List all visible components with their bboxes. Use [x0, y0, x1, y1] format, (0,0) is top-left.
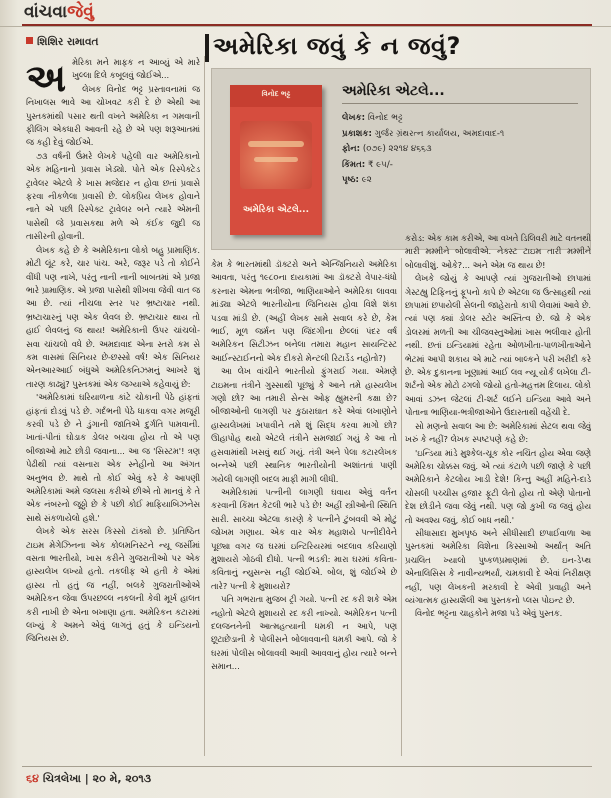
paragraph: 'ઇન્ડિયા માંડે મુશ્કેલ-ચૂક કોર નચિંત હોય એવા જણે અમેરિકા ચોક્કસ જવું. એ ત્યાં કંટાળે પછી જાણે કે પછી અમેરિકાને કેટલોય ખાડી દેશે! કિન્તુ અહીં મહિને-દાડે ચોસલી પચ્ચીસ હજાર ફૂટી લેતો હોય તો એણે પોતાનો દેશ છોડીને જવા જેવું નથી. પણ જો કુખી જ જવું હોય તો અવશ્ય જવું, કોઈ બાધ નથી.' — [405, 447, 591, 525]
info-key: પ્રકાશક: — [342, 128, 372, 139]
info-rows — [342, 111, 586, 189]
info-row-publisher — [342, 127, 586, 143]
info-row-price — [342, 158, 586, 174]
info-key: લેખક: — [342, 113, 366, 123]
paragraph: આ લેખ વાંચીને ભારતીયો ફુંગરાઈ ગયા. એમણે ટાઇમના તંત્રીને ગુસ્સાથી પૂછ્યું કે આને તમે હાસ્યલેખ ગણો છો? આ તમારી સેન્સ ઓફ હ્યુમરની કક્ષા છે? બીજાઓની લાગણી પર કુઠારાઘાત કરે એવાં લખાણોને હાસ્યલેખમાં ખપાવીને તમે શું સિદ્ધ કરવા માગો છો? ઊહાપોહ થયો એટલે તંત્રીને સમજાઈ ગયું કે આ તો હસવામાંથી ખસવું થઈ ગયું. તંત્રી અને પેલા કટારલેખક બન્નેએ પછી સ્થાનિક ભારતીયોની અશાંતતાં પાણી ગયેલી લાગણી બદલ માફી માગી લીધી. — [211, 366, 397, 484]
left-column — [26, 56, 200, 752]
byline-author: શિશિર રામાવત — [37, 36, 99, 48]
section-label-accent: જેવું — [67, 2, 94, 22]
book-cover-author: વિનોદ ભટ્ટ — [261, 90, 291, 98]
paragraph: અમેરિકામાં પત્નીની લાગણી ઘવાય એવું વર્તન કરવાની કિંમત કેટલી ભારે પડે છે! અહીં સ્ત્રીઓની સ્થિતિ સારી. સાચ્ચા એટલા કારણે કે પત્નીને ટુંબવવી એ મોટું જોખમ ગણાય. એક વાર એક મહાશયે પત્નીદીવેને પૂછ્યા વગર જ ઘરમાં ઇન્ટિરિયરમાં બદલાવ કરિયાણો મુશાયરો ગોઠવી દીધો. પત્ની ભડકી: મારા ઘરમાં કવિતા-કવિતાનું ન્યુસન્સ નહીં જોઈએ. બોલ, શું જોઈએ છે તારે? પત્ની કે મુશાયરો? — [211, 486, 397, 591]
dropcap: અ — [26, 56, 67, 100]
page-number: ૬૪ — [26, 772, 39, 785]
column-divider — [401, 258, 402, 756]
info-key: પૃષ્ઠ: — [342, 175, 359, 186]
paragraph: કરોડ: એક કામ કરીએ, આ વખતે ડિલિવરી માટે વતનથી મારી મમ્મીને બોલાવીએ. નેક્સ્ટ ટાઇમ તારી મમ્મીને બોલાવીશું. ઓકે?... અને એમ જ થાય છે! — [405, 233, 591, 270]
footer — [26, 772, 151, 786]
headline: અમેરિકા જવું કે ન જવું? — [213, 32, 461, 60]
column-divider — [204, 56, 205, 756]
info-value: વિનોદ ભટ્ટ — [367, 113, 403, 123]
info-value: ૯૨ — [361, 175, 372, 186]
paragraph: પતિ ગભરાતા મુજબ ટ્રી ગયો. પત્ની રદ કરી શકે એમ નહોતો એટલે મુશાયરો રદ કરી નાખ્યો. અમેરિકન પત્ની દલજનનેની આત્મહત્યાની ધમકી ન આપે, પણ છૂટાછેડાની કે પોલીસને બોલાવવાની ધમકી આપે. જો કે ઘરમાં પોલીસ બોલાવવી આવી આવવાનું હોય ત્યારે બન્ને સમાન... — [211, 594, 397, 672]
section-header — [0, 0, 611, 27]
byline-square-icon — [26, 37, 33, 44]
paragraph: લેખકે જોયું કે આપણે ત્યાં ગુજરાતીઓ છાપામાં ગેસ્ટહ્યુ ટિફિનનું ફૂપનો કાપે છે એટલા જ ઉત્સાહથી ત્યાં છાપામાં છપાયેલી સેલની જાહેરાતો કાપી લેવામાં આવે છે. ત્યાં પણ ક્યાં ડોલર સ્ટોર અસ્તિત્વ છે. જો કે એક ડોલરમાં મળતી આ ચીજવસ્તુઓમાં ખાસ ભલીવાર હોતી નથી. છતાં ઇન્ડિયામાં રહેતા ઓળખીતા-પાળખીતાઓને ભેટમાં આપી શકાય એ માટે ત્યાં બાલ્કને પરી ખરીદી કરે છે. એક દુકાનના ખૂણામાં આઈ લવ ન્યૂ યોર્ક લખેલા ટી-શર્ટનો એક મોટો ઢગલો જોયો હતો-મહત્તમ દિલાય. લોકો આવાં ડઝન જેટલાં ટી-શર્ટ લઈને ઇન્ડિયા આવે અને પોતાના ભાણિયા-ભત્રીજાઓને ઉદારતાથી વહેંચી દે. — [405, 273, 591, 418]
info-row-pages — [342, 173, 586, 189]
paragraph: 'અમેરિકામાં ઘરિયાળના કાંટે ચોકાની પેઠે હાંફતાં હાંફતાં દોડવું પડે છે. ગર્દભની પેઠે ધાકવા વગર મજૂરી કરવી પડે છે ને ડુંગાની જાતિએ દુર્ગતિ પામવાની. ખાતાં-પીતાં ઘોડાક ડોલર બચવા હોય તો એ પણ બીજાઓ માટે છોડી જવાના... આ જ 'સિસ્ટમ'! ત્રણ પેઢીથી ત્યાં વસનારા એક સ્નેહીનો આ અંગત અનુભવ છે. માથે તો કોઈ એવું કરે કે આપણી અમેરિકામાં અમે જલસા કરીએ છીએ તો માનવું કે તે એક નંબરનો જૂઠ્ઠો છે કે પછી કોઈ માફિયાબિઝનેસ સાથે સંકળાયેલો હશે.' — [26, 392, 200, 523]
info-row-author — [342, 111, 586, 127]
paragraph: ૭૩ વર્ષની ઉંમરે લેખકે પહેલી વાર અમેરિકાનો એક મહિનાનો પ્રવાસ ખેડ્યો. પોતે એક રિસ્પેક્ટેડ ટ્રાવેલર એટલે કે ખાસ મજેદાર ન હોવા છતાં પ્રવાસે ફરવા નીકળેલા પ્રવાસી છે. લોકપ્રિય લેખક હોવાને નાતે એ પછી રિસ્પેક્ટ ટ્રાવેલર બને ત્યારે એમની પાસેથી જે પ્રવાસકથા મળે એ કંઈક જુદી જ તાસીરની હોવાની. — [26, 150, 200, 242]
info-value: ગુર્જર ગ્રંથરત્ન કાર્યાલય, અમદાવાદ-૧ — [374, 128, 505, 139]
paragraph: મેરિકા મને માફક ન આવ્યું એ મારે ખુલ્લા દિલે કબૂલવું જોઈએ... — [72, 57, 200, 81]
info-row-phone — [342, 142, 586, 158]
book-cover-title: અમેરિકા એટલે... — [242, 205, 310, 215]
paragraph: લેખક કહે છે કે અમેરિકાના લોકો બહુ પ્રામાણિક. મોટી લૂંટ કરે, ચાર પાંચ. અરે, જરૂર પડે તો કોઈને વીંધી પણ નાખે, પરંતુ નાની નાની બાબતમાં એ પ્રજા ભારે પ્રામાણિક. એ પ્રજા પાસેથી શીખવા જેવી વાત જ આ છે. ત્યાં નીચલા સ્તર પર ભ્રષ્ટાચાર નથી. ભ્રષ્ટાચારનું પણ એક લેવલ છે. ભ્રષ્ટાચાર થાય તો હાઈ લેવલનું જ થાય! અમેરિકાની ઉપર ચાંચલો-સવા ચાંચલો વધે છે. અમદાવાદ એના સ્તરો કમ સે કમ વાસમાં સિનિયર છે-છસ્સો વર્ષ! એક સિનિયર એનઆરઆઈ બંધુએ અમેરિકનિઝમનું આખરે શું તારણ કાઢ્યું? પુસ્તકમાં એક જગ્યાએ કહેવાયું છે: — [26, 244, 200, 389]
paragraph: સીધાસાદા મુખપૃષ્ઠ અને સીધીસાદી છપાઈવાળા આ પુસ્તકમાં અમેરિકા વિશેના કિસ્સાઓ અર્થાત્ અતિ પ્રચલિત ખ્યાલો પુષ્કળપ્રમાણમાં છે. ઇન-ડેપ્થ એનાલિસિસ કે નાવીન્યભર્યાં, ચમકાવી દે એવાં નિરીક્ષણ નહીં, પણ લેખકની મરકાવી દે એવી પ્રવાહી અને વ્યંગાત્મક હાસ્યશૈલી આ પુસ્તકનો પ્લસ પોઇન્ટ છે. — [405, 527, 591, 605]
info-value: (૦૭૯) ૨૨૧૪ ૪૬૬૩ — [362, 144, 432, 155]
magazine-name: ચિત્રલેખા — [42, 772, 81, 785]
info-underline — [342, 103, 578, 104]
paragraph: કેમ કે ભારતમાંથી ડૉક્ટરો અને એન્જિનિયરો અમેરિકા આવતા, પરંતુ ૧૯૮૦ના દાયકામાં આ ડૉક્ટરો વેપાર-ધંધો કરનારા એમના ભત્રીજા, ભાણિયાઓને અમેરિકા લાવવા માંડ્યા એટલે ભારતીયોના જિનિયસ હોવા વિશે શંકા પડવા માંડી છે. (અહીં લેખક સામે સવાલ કરે છે, કેમ ભાઈ, મૂળ જર્મન પણ જિંદગીના છેલ્લાં પંદર વર્ષ અમેરિકન સિટીઝન બનેલા તમારા મહાન સાયન્ટિસ્ટ આઈન્સ્ટાઈનનો એક દીકરો મેન્ટલી રિટાર્ડેડ નહોતો?) — [211, 259, 397, 363]
book-cover-stripe — [248, 141, 304, 147]
paragraph: સો મણનો સવાલ આ છે: અમેરિકામાં સેટલ થવા જેવું ખરું કે નહીં? લેખક સ્પષ્ટપણે કહે છે: — [405, 420, 591, 445]
footer-rule — [22, 766, 592, 767]
info-title: અમેરિકા એટલે... — [342, 83, 445, 99]
book-cover — [230, 85, 322, 235]
section-label-main: વાંચવા — [24, 2, 68, 22]
issue-date: ૨૦ મે, ૨૦૧૩ — [92, 772, 152, 785]
book-info-box — [211, 68, 591, 250]
book-cover-stripe — [254, 157, 298, 162]
section-rule — [22, 24, 592, 26]
right-column — [405, 232, 591, 752]
info-key: ફોન: — [342, 144, 361, 155]
headline-bar — [205, 34, 209, 62]
byline — [26, 36, 99, 49]
section-label — [24, 2, 94, 22]
middle-column — [211, 258, 397, 753]
paragraph: લેખક વિનોદ ભટ્ટ પ્રસ્તાવનામાં જ નિખાલસ ભાવે આ ચોખવટ કરી દે છે એથી આ પુસ્તકમાંથી પસાર થતી વખતે અમેરિકા ન ગમવાની ફીલિંગ એકધારી આવતી રહે છે એ પણ શરૂઆતમાં જ કહી દેવું જોઈએ. — [26, 83, 200, 148]
paragraph: લેખકે એક સરસ કિસ્સો ટાંક્યો છે. પ્રતિષ્ઠિત ટાઇમ મેગેઝિનના એક કોલમનિસ્ટને ન્યૂ જર્સીમાં વસતા ભારતીયો, ખાસ કરીને ગુજરાતીઓ પર એક હાસ્યલેખ લખ્યો હતો. તકલીફ એ હતી કે એમાં હાસ્ય તો હતું જ નહીં, બલકે ગુજરાતીઓએ અમેરિકન જેવા ઉપરછલ્લ નકલની કેવી મૂર્ખ હાલત કરી નાખી છે એના બખાણા હતા. અમેરિકન કટારમાં લખ્યું કે અમને એવું લાગતું હતું કે ઇન્ડિયનો જિનિયસ છે. — [26, 526, 200, 644]
info-key: કિંમત: — [342, 159, 366, 170]
headline-block — [205, 28, 595, 66]
paragraph: વિનોદ ભટ્ટના ચાહકોને મજા પડે એવું પુસ્તક. — [415, 608, 563, 619]
book-cover-art — [240, 121, 312, 189]
footer-separator: | — [84, 772, 89, 785]
info-value: ₹ ૯૫/- — [367, 159, 393, 170]
